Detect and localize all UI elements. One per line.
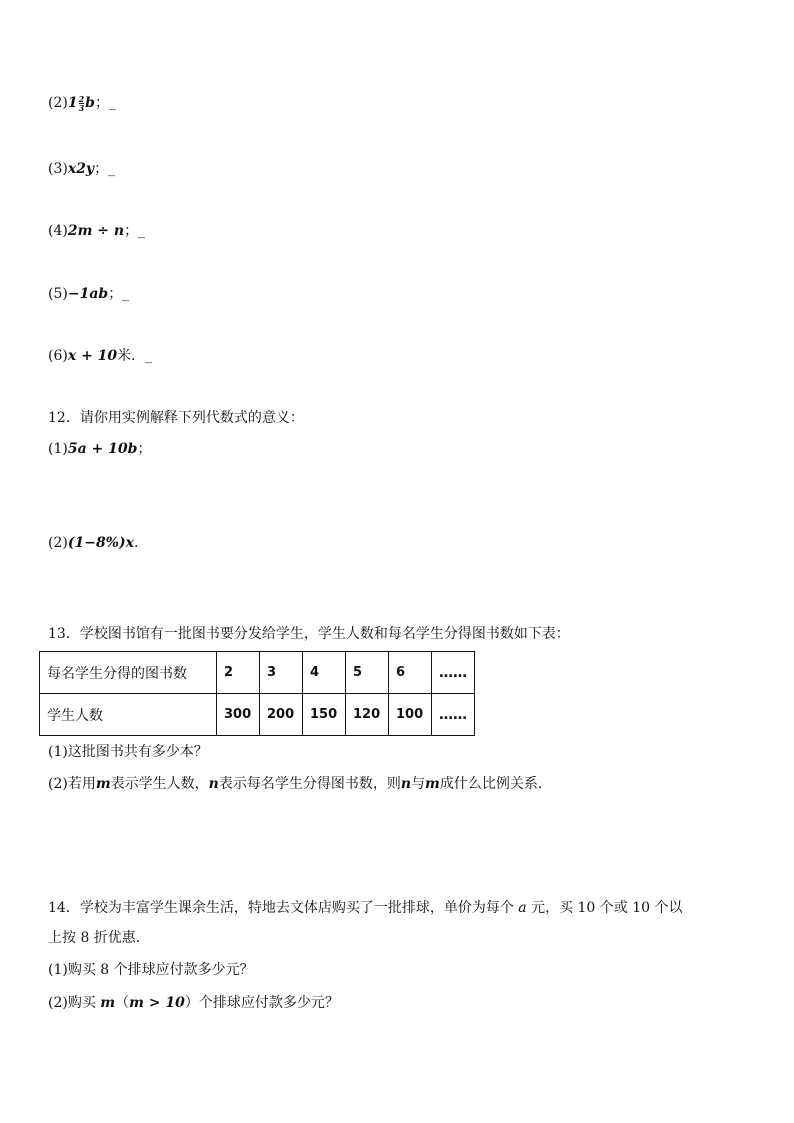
- item-5-number: (5): [48, 286, 68, 302]
- question-14-line-1: [48, 898, 683, 918]
- books-table: [39, 651, 475, 736]
- item-4-number: (4): [48, 223, 68, 239]
- table-cell: 150: [303, 694, 346, 736]
- item-3-number: (3): [48, 161, 68, 177]
- question-14-part-1: (1)购买 8 个排球应付款多少元？: [48, 962, 254, 978]
- table-row-header: 每名学生分得的图书数: [40, 652, 217, 694]
- item-2-variable: b: [85, 95, 95, 111]
- item-3-suffix: ；_: [94, 161, 116, 177]
- table-cell: 120: [346, 694, 389, 736]
- table-row: [40, 652, 475, 694]
- q13-p2-text-a: (2)若用: [48, 776, 96, 792]
- q14-p2-text-b: （: [115, 995, 130, 1011]
- q12-p2-expression: (1−8%)x: [67, 535, 134, 551]
- question-12-part-2: [48, 533, 138, 553]
- table-cell: ……: [432, 652, 475, 694]
- q12-p1-suffix: ；: [137, 441, 152, 457]
- item-2: [48, 93, 116, 113]
- question-12-title: 12．请你用实例解释下列代数式的意义：: [48, 410, 304, 426]
- item-4-suffix: ；_: [124, 223, 146, 239]
- q14-text-a: 14．学校为丰富学生课余生活，特地去文体店购买了一批排球，单价为每个: [48, 900, 519, 916]
- question-14-part-2: [48, 993, 339, 1013]
- item-4-expression: 2m ÷ n: [67, 223, 125, 239]
- q13-p2-text-e: 成什么比例关系．: [439, 776, 552, 792]
- q13-var-n: n: [208, 776, 219, 792]
- item-5-expression: −1ab: [67, 286, 109, 302]
- fraction-numerator: 2: [78, 93, 85, 104]
- table-cell: 300: [217, 694, 260, 736]
- item-5: [48, 284, 129, 304]
- question-13-title: 13．学校图书馆有一批图书要分发给学生，学生人数和每名学生分得图书数如下表：: [48, 626, 570, 642]
- question-13-part-1: (1)这批图书共有多少本？: [48, 744, 208, 760]
- table-cell: 3: [260, 652, 303, 694]
- q13-p2-text-b: 表示学生人数，: [110, 776, 209, 792]
- q14-var-m: m: [100, 995, 116, 1011]
- table-cell: 100: [389, 694, 432, 736]
- question-12-part-1: [48, 439, 151, 459]
- table-cell: 5: [346, 652, 389, 694]
- q14-var-a: a: [518, 900, 527, 916]
- item-4: [48, 221, 145, 241]
- table-row-header: 学生人数: [40, 694, 217, 736]
- q14-text-b: 元，买 10 个或 10 个以: [526, 900, 683, 916]
- q12-p2-suffix: .: [133, 535, 139, 551]
- item-2-expression: [68, 95, 95, 111]
- item-2-suffix: ；_: [94, 95, 116, 111]
- q13-p2-text-d: 与: [411, 776, 426, 792]
- item-2-fraction: [79, 95, 85, 112]
- item-6-number: (6): [48, 348, 68, 364]
- item-3: [48, 159, 115, 179]
- table-cell: 4: [303, 652, 346, 694]
- q13-p2-text-c: 表示每名学生分得图书数，则: [218, 776, 401, 792]
- q13-var-n2: n: [400, 776, 412, 792]
- item-3-expression: x2y: [67, 161, 95, 177]
- table-cell: 200: [260, 694, 303, 736]
- q13-var-m: m: [95, 776, 111, 792]
- item-5-suffix: ；_: [108, 286, 130, 302]
- q14-condition: m > 10: [129, 995, 185, 1011]
- item-2-whole: 1: [67, 95, 78, 111]
- table-cell: ……: [432, 694, 475, 736]
- table-row: [40, 694, 475, 736]
- item-6: [48, 346, 152, 366]
- item-6-expression: x + 10: [67, 348, 118, 364]
- question-14-line-2: 上按 8 折优惠.: [48, 930, 141, 946]
- q12-p2-number: (2): [48, 535, 68, 551]
- question-13-part-2: [48, 774, 552, 794]
- item-6-suffix: ．_: [131, 348, 153, 364]
- fraction-denominator: 3: [78, 102, 85, 113]
- item-2-number: (2): [48, 95, 68, 111]
- q12-p1-expression: 5a + 10b: [67, 441, 138, 457]
- q12-p1-number: (1): [48, 441, 68, 457]
- table-cell: 2: [217, 652, 260, 694]
- q14-p2-text-c: ）个排球应付款多少元？: [184, 995, 339, 1011]
- q14-p2-text-a: (2)购买: [48, 995, 101, 1011]
- q13-var-m2: m: [425, 776, 440, 792]
- table-cell: 6: [389, 652, 432, 694]
- item-6-unit: 米: [117, 348, 132, 364]
